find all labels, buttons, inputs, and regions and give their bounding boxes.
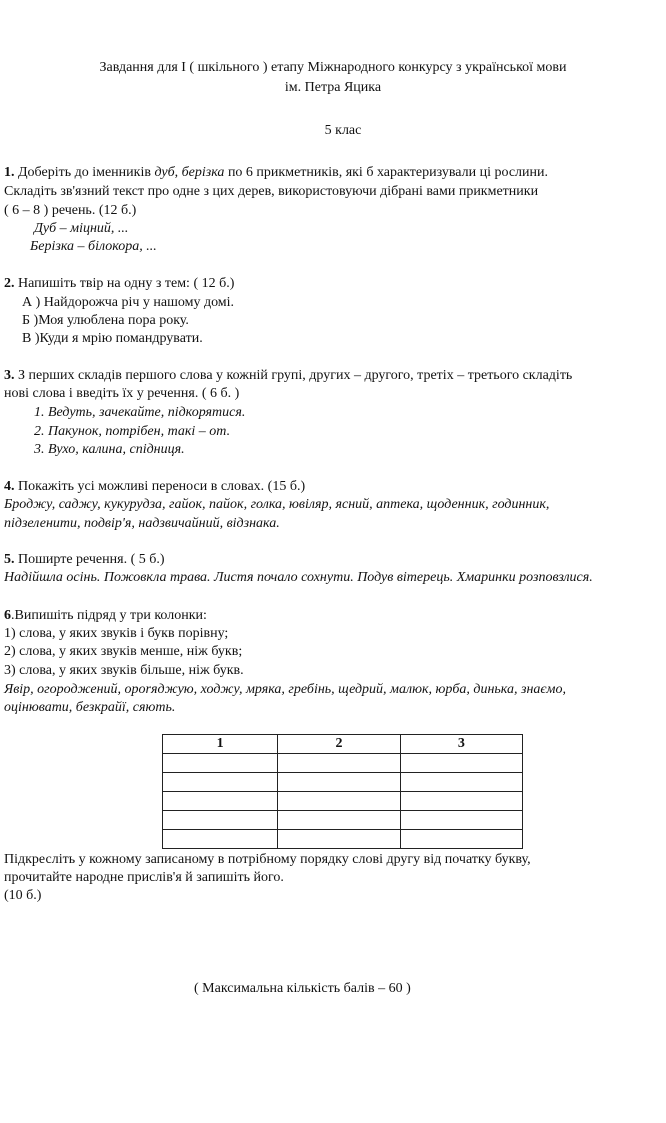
- table-cell[interactable]: [278, 830, 400, 849]
- table-header-1: 1: [163, 735, 278, 754]
- table-cell[interactable]: [163, 792, 278, 811]
- max-score: ( Максимальна кількість балів – 60 ): [194, 981, 411, 996]
- task6-points: (10 б.): [4, 888, 42, 903]
- table-cell[interactable]: [163, 754, 278, 773]
- task6-instruction-2: прочитайте народне прислів'я й запишіть його.: [4, 870, 284, 885]
- table-cell[interactable]: [400, 792, 522, 811]
- task2-option-a: А ) Найдорожча річ у нашому домі.: [22, 295, 235, 310]
- table-row: [163, 830, 523, 849]
- table-cell[interactable]: [278, 773, 400, 792]
- columns-table: [162, 734, 523, 849]
- table-cell[interactable]: [400, 830, 522, 849]
- table-row: [163, 754, 523, 773]
- task6-instruction-1: Підкресліть у кожному записаному в потрібному порядку слові другу від початку букву,: [4, 852, 531, 867]
- task1-line3: ( 6 – 8 ) речень. (12 б.): [4, 203, 137, 218]
- title-line-1: Завдання для І ( шкільного ) етапу Міжнародного конкурсу з української мови: [99, 60, 567, 75]
- task4-words-1: Броджу, саджу, кукурудза, гайок, пайок, голка, ювіляр, ясний, аптека, щоденник, годинник,: [4, 497, 550, 512]
- table-row: [163, 773, 523, 792]
- table-cell[interactable]: [163, 811, 278, 830]
- task6-words-1: Явір, огороджений, оporяджую, ходжу, мряка, гребінь, щедрий, малюк, юрба, динька, знаємо,: [4, 682, 566, 697]
- task2-option-b: Б )Моя улюблена пора року.: [22, 313, 189, 328]
- table-row: [163, 811, 523, 830]
- table-cell[interactable]: [278, 811, 400, 830]
- task3-item-1: 1. Ведуть, зачекайте, підкорятися.: [34, 405, 246, 420]
- table-cell[interactable]: [400, 773, 522, 792]
- table-cell[interactable]: [163, 773, 278, 792]
- task6-heading: 6.Випишіть підряд у три колонки:: [4, 608, 207, 623]
- task5-sentence: Надійшла осінь. Пожовкла трава. Листя почало сохнути. Подув вітерець. Хмаринки розповзлися.: [4, 570, 593, 585]
- table-cell[interactable]: [400, 811, 522, 830]
- task3-item-2: 2. Пакунок, потрібен, такі – от.: [34, 424, 231, 439]
- task1-example-2: Берізка – білокора, ...: [30, 239, 157, 254]
- task2-heading: 2. Напишіть твір на одну з тем: ( 12 б.): [4, 276, 235, 291]
- task1-line1: 1. Доберіть до іменників дуб, берізка по 6 прикметників, які б характеризували ці рослини.: [4, 165, 549, 180]
- task4-heading: 4. Покажіть усі можливі переноси в словах. (15 б.): [4, 479, 306, 494]
- task1-line2: Складіть зв'язний текст про одне з цих дерев, використовуючи дібрані вами прикметники: [4, 184, 539, 199]
- table-row: [163, 792, 523, 811]
- grade-label: 5 клас: [324, 123, 362, 138]
- task6-item-2: 2) слова, у яких звуків менше, ніж букв;: [4, 644, 243, 659]
- task6-item-3: 3) слова, у яких звуків більше, ніж букв.: [4, 663, 244, 678]
- table-header-3: 3: [400, 735, 522, 754]
- task3-line2: нові слова і введіть їх у речення. ( 6 б. ): [4, 386, 240, 401]
- task2-option-c: В )Куди я мрію помандрувати.: [22, 331, 203, 346]
- task6-item-1: 1) слова, у яких звуків і букв порівну;: [4, 626, 229, 641]
- task4-words-2: підзеленити, подвір'я, надзвичайний, відзнака.: [4, 516, 280, 531]
- task5-heading: 5. Поширте речення. ( 5 б.): [4, 552, 165, 567]
- task1-example-1: Дуб – міцний, ...: [34, 221, 129, 236]
- task3-heading: 3. З перших складів першого слова у кожній групі, других – другого, третіх – третього складіть: [4, 368, 573, 383]
- table-cell[interactable]: [163, 830, 278, 849]
- task3-item-3: 3. Вухо, калина, спідниця.: [34, 442, 185, 457]
- table-header-row: [163, 735, 523, 754]
- title-line-2: ім. Петра Яцика: [284, 80, 382, 95]
- table-cell[interactable]: [400, 754, 522, 773]
- task6-words-2: оцінювати, безкрайї, сяють.: [4, 700, 176, 715]
- table-cell[interactable]: [278, 754, 400, 773]
- table-cell[interactable]: [278, 792, 400, 811]
- table-header-2: 2: [278, 735, 400, 754]
